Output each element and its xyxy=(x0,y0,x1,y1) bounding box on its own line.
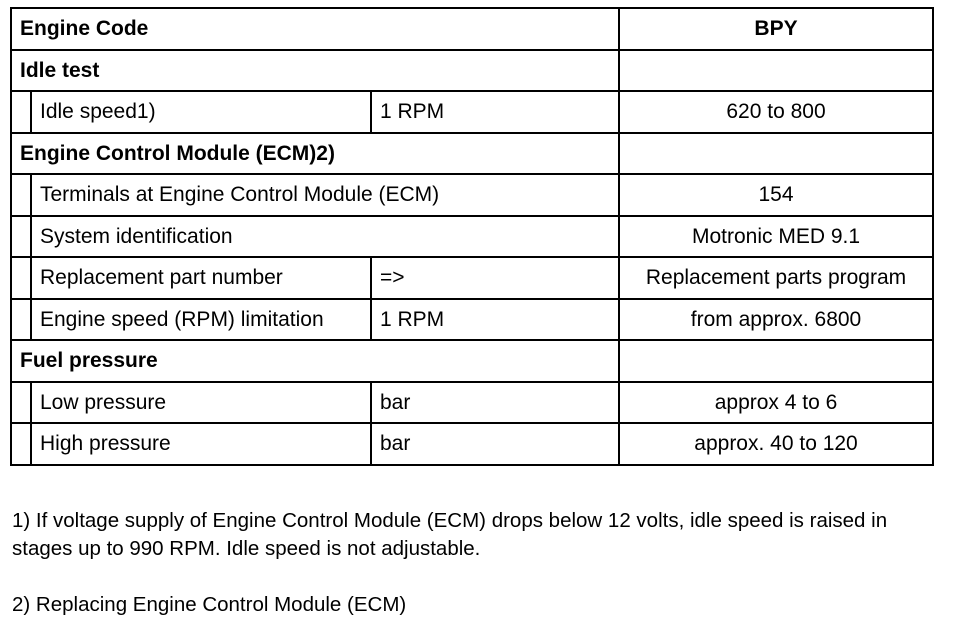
indent-cell xyxy=(11,91,31,133)
table-row xyxy=(11,299,933,341)
section-row-ecm xyxy=(11,133,933,175)
row-value: 154 xyxy=(619,174,933,216)
engine-code-value: BPY xyxy=(619,8,933,50)
indent-cell xyxy=(11,382,31,424)
row-unit: 1 RPM xyxy=(371,91,619,133)
table-header-row xyxy=(11,8,933,50)
indent-cell xyxy=(11,257,31,299)
row-label: High pressure xyxy=(31,423,371,465)
footnote-1: 1) If voltage supply of Engine Control Module (ECM) drops below 12 volts, idle speed is raised in stages up to 990 RPM. Idle speed is not adjustable. xyxy=(12,509,888,560)
indent-cell xyxy=(11,299,31,341)
row-value: 620 to 800 xyxy=(619,91,933,133)
section-row-idle-test xyxy=(11,50,933,92)
row-unit: => xyxy=(371,257,619,299)
section-title: Idle test xyxy=(11,50,619,92)
table-row xyxy=(11,423,933,465)
row-label: System identification xyxy=(31,216,619,258)
table-row xyxy=(11,91,933,133)
section-value-empty xyxy=(619,340,933,382)
row-label: Idle speed1) xyxy=(31,91,371,133)
row-label: Engine speed (RPM) limitation xyxy=(31,299,371,341)
section-title: Engine Control Module (ECM)2) xyxy=(11,133,619,175)
footnotes xyxy=(12,507,952,619)
row-label: Replacement part number xyxy=(31,257,371,299)
table-row xyxy=(11,174,933,216)
row-value: approx 4 to 6 xyxy=(619,382,933,424)
row-value: Replacement parts program xyxy=(619,257,933,299)
row-unit: 1 RPM xyxy=(371,299,619,341)
row-label: Terminals at Engine Control Module (ECM) xyxy=(31,174,619,216)
section-value-empty xyxy=(619,50,933,92)
section-title: Fuel pressure xyxy=(11,340,619,382)
section-row-fuel-pressure xyxy=(11,340,933,382)
table-row xyxy=(11,216,933,258)
engine-code-label: Engine Code xyxy=(11,8,619,50)
indent-cell xyxy=(11,174,31,216)
section-value-empty xyxy=(619,133,933,175)
row-label: Low pressure xyxy=(31,382,371,424)
table-row xyxy=(11,257,933,299)
footnote-2: 2) Replacing Engine Control Module (ECM) xyxy=(12,593,407,616)
row-value: Motronic MED 9.1 xyxy=(619,216,933,258)
row-unit: bar xyxy=(371,382,619,424)
indent-cell xyxy=(11,216,31,258)
row-value: approx. 40 to 120 xyxy=(619,423,933,465)
engine-spec-table xyxy=(10,7,934,466)
table-row xyxy=(11,382,933,424)
indent-cell xyxy=(11,423,31,465)
row-value: from approx. 6800 xyxy=(619,299,933,341)
row-unit: bar xyxy=(371,423,619,465)
